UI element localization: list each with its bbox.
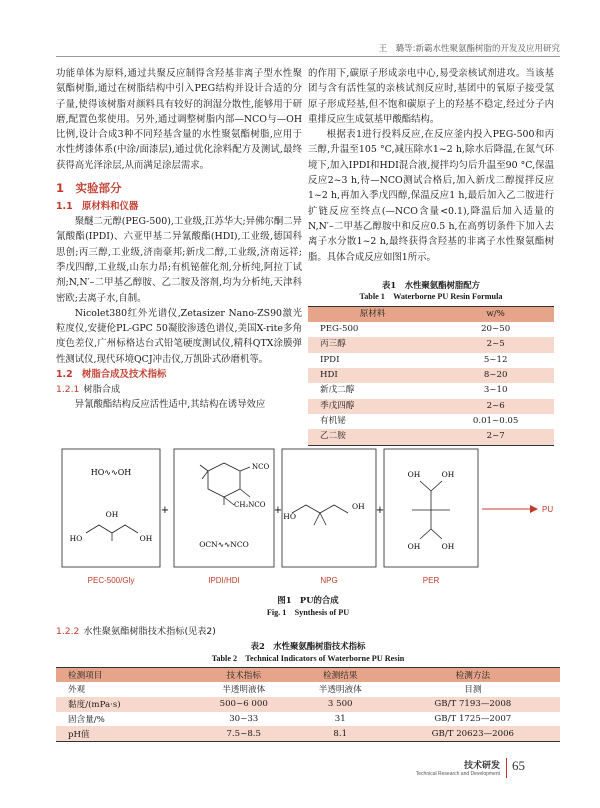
subsection-1-2-2-title xyxy=(56,624,216,639)
label-npg: NPG xyxy=(320,576,338,585)
table-2 xyxy=(56,667,560,742)
table-cell: 半透明液体 xyxy=(318,685,362,696)
hdi-structure: OCN∿∿NCO xyxy=(199,540,249,549)
table-cell: 黏度/(mPa·s) xyxy=(56,697,193,712)
table-row xyxy=(308,399,554,414)
table-cell: 30~33 xyxy=(229,713,259,724)
reaction-arrow xyxy=(482,505,538,513)
table-2-header-result: 检测结果 xyxy=(295,668,386,683)
table-2-header-row xyxy=(56,668,560,683)
table-2-header-item: 检测项目 xyxy=(56,668,193,683)
table-cell: pH值 xyxy=(56,726,193,741)
table-row xyxy=(308,337,554,352)
ch2nco-label: CH₂NCO xyxy=(234,501,266,509)
per-structure xyxy=(412,481,450,539)
box-peg-gly xyxy=(62,449,160,567)
npg-structure xyxy=(292,505,348,525)
footer-divider xyxy=(506,758,507,778)
table-2-caption-en: Table 2 Technical Indicators of Waterborne PU Resin xyxy=(211,654,405,663)
running-header: 王 璐等:新霸水性聚氨酯树脂的开发及应用研究 xyxy=(378,44,560,54)
oh-label: OH xyxy=(139,534,153,543)
synthesis-paragraph: 异氰酸酯结构反应活性适中,其结构在诱导效应 xyxy=(74,399,266,411)
table-cell: PEG-500 xyxy=(320,324,359,335)
mechanism-paragraph: 的作用下,碳原子形成亲电中心,易受亲核试剂进攻。当该基团与含有活性氢的亲核试剂反应时,基团中的氧原子接受氢原子形成羟基,但不饱和碳原子上的羟基不稳定,经过分子内重排反应生成氨基甲酸酯结构。 xyxy=(308,68,554,125)
table-cell: HDI xyxy=(308,368,437,383)
table-2-header-spec: 技术指标 xyxy=(193,668,295,683)
table-1-header-row xyxy=(308,306,554,322)
header-rule xyxy=(56,56,560,57)
table-cell: 31 xyxy=(334,713,346,724)
oh-label: OH xyxy=(441,470,455,479)
journal-name-zh: 技术研发 xyxy=(463,761,500,771)
left-column xyxy=(56,66,302,412)
table-row xyxy=(308,353,554,368)
label-peg-gly: PEC-500/Gly xyxy=(87,576,135,585)
subsection-1-2-2-text: 水性聚氨酯树脂技术指标(见表2) xyxy=(83,626,216,637)
plus-sign: + xyxy=(273,505,283,516)
table-cell: GB/T 7193—2008 xyxy=(386,697,560,712)
instruments-paragraph: Nicolet380红外光谱仪,Zetasizer Nano-ZS90激光粒度仪,安捷伦PL-GPC 50凝胶渗透色谱仪,美国X-rite多角度色差仪,广州标格达台式铅笔硬度测试仪,精科QTX涂膜弹性测试仪,现代环境QCJ冲击仪,万凯卧式砂磨机等。 xyxy=(56,307,302,365)
figure-1-caption-zh: 图1 PU的合成 xyxy=(277,595,339,605)
table-row xyxy=(56,682,560,697)
table-cell: GB/T 1725—2007 xyxy=(434,713,512,724)
table-cell: 3 500 xyxy=(295,697,386,712)
table-cell: 丙三醇 xyxy=(308,337,437,352)
nco-label: NCO xyxy=(252,463,270,471)
oh-label: OH xyxy=(352,502,365,511)
table-cell: 有机铋 xyxy=(320,415,346,426)
table-cell: 2~6 xyxy=(437,399,554,414)
table-cell: 2~7 xyxy=(437,429,554,445)
materials-paragraph: 聚醚二元醇(PEG-500),工业级,江苏华大;异佛尔酮二异氰酸酯(IPDI)、六亚甲基二异氰酸酯(HDI),工业级,德国科思创;丙三醇,工业级,济南豪邦;新戊二醇,工业级,济南远祥;季戊四醇,工业级,山东力昂;有机铋催化剂,分析纯,阿拉丁试剂;N,N′–二甲基乙醇胺、乙二胺及溶剂,均为分析纯,天津科密欧;去离子水,自制。 xyxy=(56,216,302,304)
table-cell: GB/T 20623—2006 xyxy=(386,726,560,741)
table-cell: 5~12 xyxy=(483,354,508,365)
table-1-caption-en: Table 1 Waterborne PU Resin Formula xyxy=(359,291,503,301)
table-cell: 季戊四醇 xyxy=(308,399,437,414)
table-cell: 目测 xyxy=(464,685,482,696)
section-1-title: 1 实验部分 xyxy=(56,181,122,196)
right-column xyxy=(308,66,554,446)
subsection-1-2-title: 1.2 树脂合成及技术指标 xyxy=(56,369,167,381)
table-cell: 8.1 xyxy=(295,726,386,741)
intro-paragraph: 功能单体为原料,通过共聚反应制得含羟基非离子型水性聚氨酯树脂,通过在树脂结构中引入PEG结构并设计合适的分子量,使得该树脂对颜料具有较好的润湿分散性,能够用于研磨,配置色浆使用。另外,通过调整树脂内部—NCO与—OH比例,设计合成3种不同羟基含量的水性聚氨酯树脂,应用于水性烤漆体系(中涂/面漆层),通过优化涂料配方及测试,最终获得高光泽涂层,从而满足涂层需求。 xyxy=(56,68,302,171)
table-1-caption-zh: 表1 水性聚氨酯树脂配方 xyxy=(382,279,480,290)
table-row xyxy=(308,383,554,398)
oh-label: OH xyxy=(441,542,455,551)
plus-sign: + xyxy=(375,505,385,516)
table-cell: 乙二胺 xyxy=(308,429,437,445)
oh-label: OH xyxy=(407,542,421,551)
oh-label: OH xyxy=(407,470,421,479)
table-cell: IPDI xyxy=(320,354,340,365)
procedure-paragraph: 根据表1进行投料反应,在反应釜内投入PEG-500和丙三醇,升温至105 °C,减压除水1~2 h,除水后降温,在氮气环境下,加入IPDI和HDI混合液,搅拌均匀后升温至90 °C,保温反应2~3 h,待—NCO测试合格后,加入新戊二醇搅拌反应1~2 h,再加入季戊四醇,保温反应1 h,最后加入乙二胺进行扩链反应至终点(—NCO含量<0.1),降温后加入适量的N,N′–二甲基乙醇胺中和反应0.5 h,在高剪切条件下加入去离子水分散1~2 h,最终获得含羟基的非离子水性聚氨酯树脂。具体合成反应如图1所示。 xyxy=(308,129,554,263)
table-2-caption-zh: 表2 水性聚氨酯树脂技术指标 xyxy=(250,641,366,651)
table-row xyxy=(308,414,554,429)
table-2-header-method: 检测方法 xyxy=(386,668,560,683)
peg-structure: HO∿∿OH xyxy=(90,468,132,477)
plus-sign: + xyxy=(160,505,170,516)
figure-1-caption-en: Fig. 1 Synthesis of PU xyxy=(266,608,350,617)
table-row xyxy=(308,368,554,383)
oh-label: OH xyxy=(105,510,119,519)
ho-label: HO xyxy=(283,512,296,521)
subsection-1-2-2-number: 1.2.2 xyxy=(56,626,80,637)
label-ipdi-hdi: IPDI/HDI xyxy=(208,576,240,585)
page-footer xyxy=(415,756,560,782)
subsection-1-2-1-title xyxy=(56,382,302,397)
label-pu-product: PU xyxy=(542,505,554,514)
figure-1-synthesis-scheme xyxy=(56,443,560,593)
table-cell: 3~10 xyxy=(483,385,508,396)
table-row xyxy=(56,712,560,727)
table-cell: 外观 xyxy=(68,685,86,696)
table-cell: 半透明液体 xyxy=(222,685,266,696)
label-per: PER xyxy=(422,576,440,585)
table-cell: 500~6 000 xyxy=(193,697,295,712)
page-number: 65 xyxy=(512,758,525,773)
journal-name-en: Technical Research and Development xyxy=(415,771,500,777)
table-cell: 固含量/% xyxy=(68,714,105,725)
table-cell: 20~50 xyxy=(481,324,511,335)
table-cell: 8~20 xyxy=(437,368,554,383)
subsection-1-2-1-text: 树脂合成 xyxy=(83,384,121,396)
ipdi-structure xyxy=(200,463,250,505)
ho-label: HO xyxy=(69,534,83,543)
subsection-1-2-1-number: 1.2.1 xyxy=(56,384,80,396)
table-cell: 0.01~0.05 xyxy=(472,415,519,426)
table-row xyxy=(56,726,560,741)
table-row xyxy=(56,697,560,712)
table-row xyxy=(308,322,554,337)
table-1-header-mass-fraction: w/% xyxy=(437,306,554,322)
table-cell: 2~5 xyxy=(437,337,554,352)
subsection-1-1-title: 1.1 原材料和仪器 xyxy=(56,201,139,213)
glycerol-structure xyxy=(86,525,138,541)
table-cell: 7.5~8.5 xyxy=(193,726,295,741)
table-1 xyxy=(308,306,554,446)
table-cell: 新戊二醇 xyxy=(320,385,355,396)
table-1-header-material: 原材料 xyxy=(308,306,437,322)
